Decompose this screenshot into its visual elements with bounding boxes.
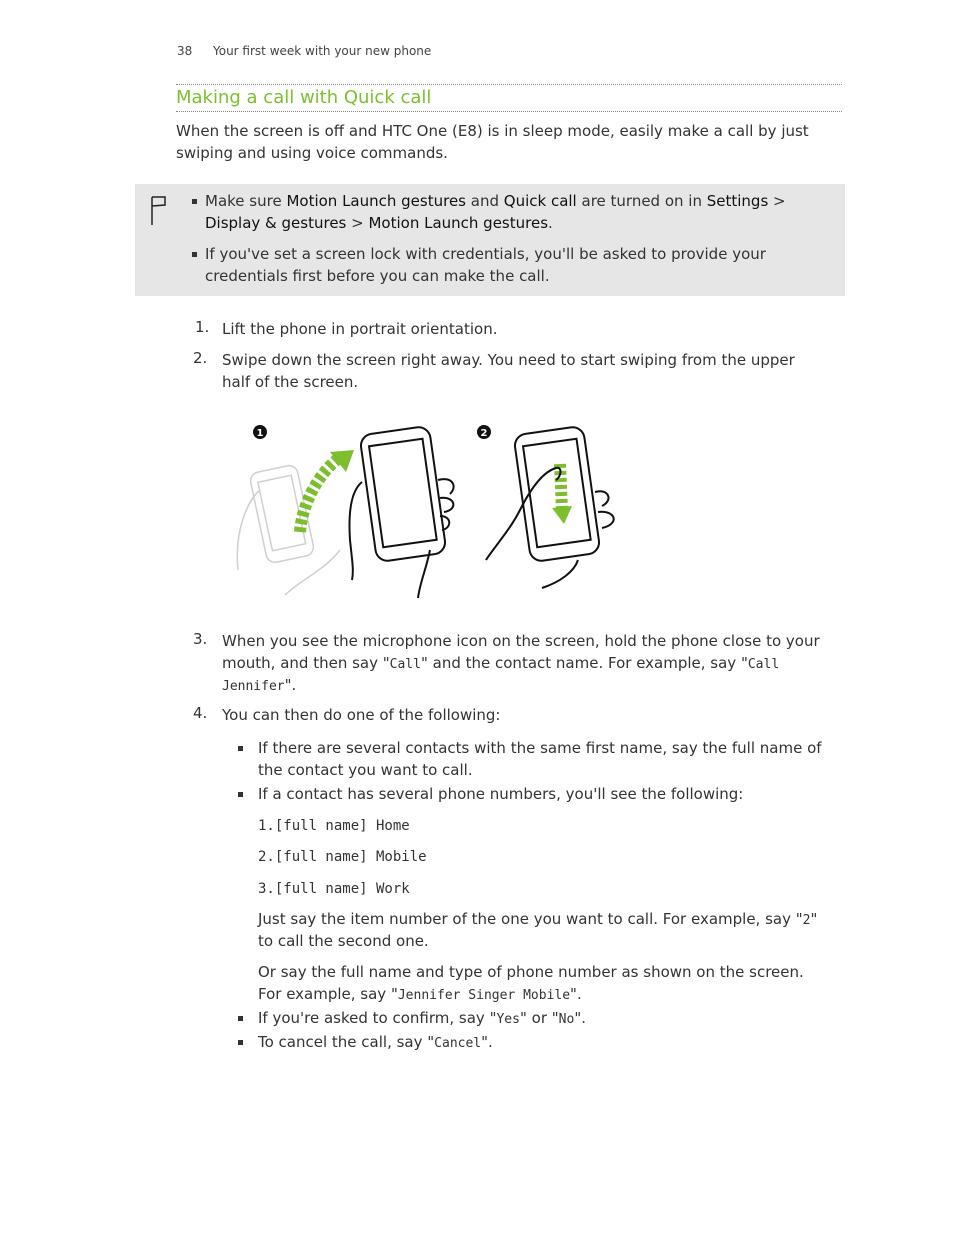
intro-line-1: When the screen is off and HTC One (E8) is in sleep mode, easily make a call by just xyxy=(176,122,809,140)
figure-badge-1: 1 xyxy=(256,428,264,439)
note-item-2-line-2: credentials first before you can make the call. xyxy=(205,267,550,285)
sub-paragraph-1-line-1: Just say the item number of the one you want to call. For example, say "2" xyxy=(258,910,818,928)
section-title: Making a call with Quick call xyxy=(176,87,432,108)
step-1-text: Lift the phone in portrait orientation. xyxy=(222,320,498,338)
figure-badge-2: 2 xyxy=(480,428,488,439)
note-bullet-1 xyxy=(192,199,197,204)
sub-item-1-line-2: the contact you want to call. xyxy=(258,761,473,779)
sub-bullet-4 xyxy=(238,1040,243,1045)
step-3-line-2: mouth, and then say "Call" and the contact name. For example, say "Call xyxy=(222,654,780,672)
step-3-line-1: When you see the microphone icon on the screen, hold the phone close to your xyxy=(222,632,820,650)
note-item-2-line-1: If you've set a screen lock with credentials, you'll be asked to provide your xyxy=(205,245,766,263)
step-2-line-1: Swipe down the screen right away. You need to start swiping from the upper xyxy=(222,351,795,369)
note-bullet-2 xyxy=(192,252,197,257)
quick-call-illustration xyxy=(230,420,630,600)
faded-phone-icon xyxy=(237,464,340,595)
sub-bullet-3 xyxy=(238,1016,243,1021)
step-4-number: 4. xyxy=(193,704,208,722)
sub-item-3-text: If you're asked to confirm, say "Yes" or "No". xyxy=(258,1009,586,1027)
sub-item-1-line-1: If there are several contacts with the same first name, say the full name of xyxy=(258,739,822,757)
title-rule-top xyxy=(176,84,842,85)
code-line-2: 2.[full name] Mobile xyxy=(258,849,427,865)
step-3-number: 3. xyxy=(193,630,208,648)
title-rule-bottom xyxy=(176,111,842,112)
step-4-text: You can then do one of the following: xyxy=(222,706,501,724)
step-3-line-3: Jennifer". xyxy=(222,676,297,694)
phone-1-icon xyxy=(359,426,446,562)
sub-paragraph-1-line-2: to call the second one. xyxy=(258,932,429,950)
sub-paragraph-2-line-2: For example, say "Jennifer Singer Mobile". xyxy=(258,985,582,1003)
sub-bullet-1 xyxy=(238,746,243,751)
sub-item-4-text: To cancel the call, say "Cancel". xyxy=(258,1033,493,1051)
running-header: Your first week with your new phone xyxy=(213,44,432,58)
step-2-number: 2. xyxy=(193,349,208,367)
sub-item-2-text: If a contact has several phone numbers, you'll see the following: xyxy=(258,785,744,803)
intro-line-2: swiping and using voice commands. xyxy=(176,144,448,162)
step-1-number: 1. xyxy=(195,318,210,336)
flag-icon xyxy=(148,194,170,226)
page-number: 38 xyxy=(177,44,193,58)
note-item-1-line-1: Make sure Motion Launch gestures and Quick call are turned on in Settings > xyxy=(205,192,786,210)
code-line-1: 1.[full name] Home xyxy=(258,818,410,834)
sub-bullet-2 xyxy=(238,792,243,797)
step-2-line-2: half of the screen. xyxy=(222,373,359,391)
note-item-1-line-2: Display & gestures > Motion Launch gestures. xyxy=(205,214,553,232)
code-line-3: 3.[full name] Work xyxy=(258,881,410,897)
sub-paragraph-2-line-1: Or say the full name and type of phone number as shown on the screen. xyxy=(258,963,804,981)
